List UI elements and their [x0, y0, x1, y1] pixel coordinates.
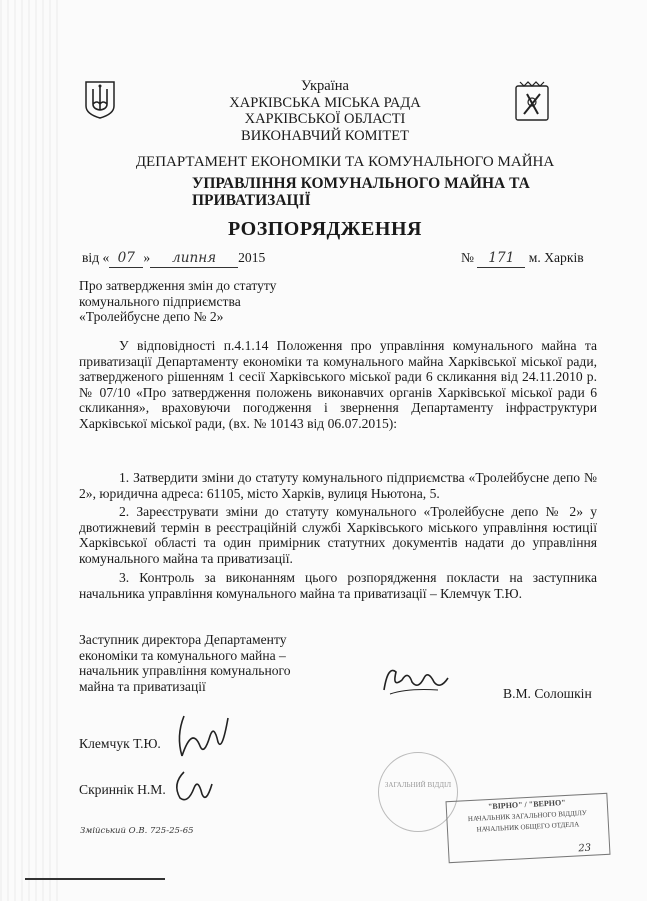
item-3: 3. Контроль за виконанням цього розпорядження покласти на заступника начальника управління комунального майна та приватизації – Клемчук Т.Ю.: [79, 570, 597, 601]
signer-title-line-2: економіки та комунального майна –: [79, 647, 286, 663]
approver-1-signature: [172, 706, 234, 764]
header-committee: ВИКОНАВЧИЙ КОМІТЕТ: [241, 127, 409, 144]
verified-stamp-line-2: НАЧАЛЬНИК ЗАГАЛЬНОГО ВІДДІЛУ: [467, 808, 587, 824]
kharkiv-coat-of-arms-icon: [514, 80, 550, 122]
verified-stamp-line-1: "ВІРНО" / "ВЕРНО": [487, 798, 566, 812]
subject-line-3: «Тролейбусне депо № 2»: [79, 309, 224, 325]
verified-stamp: [445, 793, 610, 863]
management-name: [192, 175, 552, 209]
approver-1-name: Клемчук Т.Ю.: [79, 736, 161, 751]
bottom-rule: [25, 878, 165, 880]
document-title: РОЗПОРЯДЖЕННЯ: [228, 218, 422, 240]
header-council: ХАРКІВСЬКА МІСЬКА РАДА: [229, 94, 421, 111]
executor-note: Змійський О.В. 725-25-65: [80, 826, 194, 836]
department-name: ДЕПАРТАМЕНТ ЕКОНОМІКИ ТА КОМУНАЛЬНОГО МАЙНА: [135, 154, 555, 170]
approver-2-signature: [168, 764, 220, 808]
director-signature: [378, 660, 458, 700]
date-year: 2015: [238, 250, 266, 265]
subject-line-2: комунального підприємства: [79, 293, 241, 309]
item-1: 1. Затвердити зміни до статуту комунального підприємства «Тролейбусне депо № 2», юридична адреса: 61105, місто Харків, вулиця Ньютона, 5.: [79, 470, 597, 501]
signer-title-line-4: майна та приватизації: [79, 678, 206, 694]
date-day: 07: [109, 251, 143, 268]
date-prefix: від «: [82, 250, 110, 265]
scan-artifact-margin: [0, 0, 60, 901]
signer-title-line-1: Заступник директора Департаменту: [79, 632, 287, 647]
round-stamp-text: ЗАГАЛЬНИЙ ВІДДІЛ: [384, 781, 452, 789]
header-block: [200, 78, 450, 144]
header-country: Україна: [301, 78, 349, 94]
date-month: липня: [150, 251, 238, 268]
ukraine-coat-of-arms-icon: [84, 80, 116, 120]
preamble-paragraph: У відповідності п.4.1.14 Положення про управління комунального майна та приватизації Департаменту економіки та комунального майна Харківської міської ради, затвердженого рішенням 1 сесії Харківського міської ради 6 скликання від 24.11.2010 р. № 07/10 «Про затвердження положень виконавчих органів Харківської міської ради 6 скликання», враховуючи погодження і звернення Департаменту інфраструктури Харківської міської ради, (вх. № 10143 від 06.07.2015):: [79, 338, 597, 431]
verified-stamp-line-3: НАЧАЛЬНИК ОБЩЕГО ОТДЕЛА: [476, 820, 580, 834]
number-city: [461, 250, 584, 268]
city: м. Харків: [528, 250, 584, 265]
date-mid: »: [143, 250, 151, 265]
subject-block: [79, 278, 339, 325]
item-2: 2. Зареєструвати зміни до статуту комунального «Тролейбусне депо № 2» у двотижневий термін в реєстраційній службі Харківського міського управління юстиції Харківської області та один примірник статутних документів надати до управління комунального майна та приватизації.: [79, 504, 597, 566]
signer-title: [79, 632, 339, 694]
management-line-2: ПРИВАТИЗАЦІЇ: [192, 192, 311, 209]
verified-stamp-date: 23: [578, 842, 592, 855]
number-value: 171: [477, 251, 525, 268]
signer-title-line-3: начальник управління комунального: [79, 663, 291, 679]
subject-line-1: Про затвердження змін до статуту: [79, 278, 277, 293]
header-region: ХАРКІВСЬКОЇ ОБЛАСТІ: [244, 111, 406, 127]
management-line-1: УПРАВЛІННЯ КОМУНАЛЬНОГО МАЙНА ТА: [192, 175, 530, 192]
approver-2-name: Скриннік Н.М.: [79, 782, 166, 797]
signer-name: В.М. Солошкін: [503, 686, 592, 701]
number-prefix: №: [461, 250, 474, 265]
